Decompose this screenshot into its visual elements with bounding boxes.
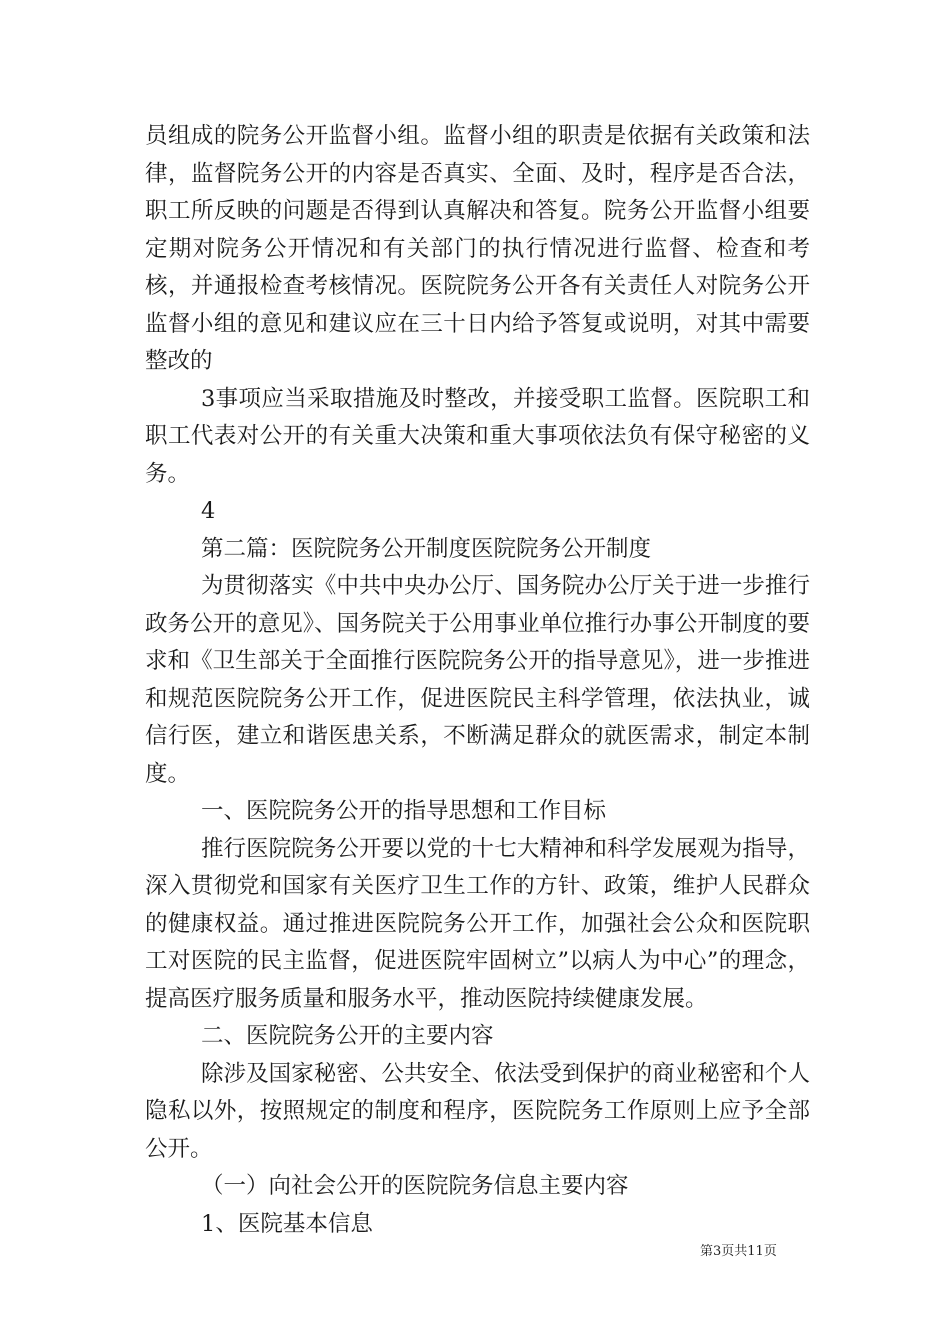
- page-footer: [700, 1243, 777, 1261]
- section-title-part-two: 第二篇：医院院务公开制度医院院务公开制度: [201, 535, 652, 562]
- paragraph-guiding-ideology: 推行医院院务公开要以党的十七大精神和科学发展观为指导，深入贯彻党和国家有关医疗卫生工作的方针、政策，维护人民群众的健康权益。通过推进医院院务公开工作，加强社会公众和医院职工对医院的民主监督，促进医院牢固树立”以病人为中心”的理念，提高医疗服务质量和服务水平，推动医院持续健康发展。: [145, 835, 810, 1012]
- heading-main-content: 二、医院院务公开的主要内容: [201, 1023, 494, 1049]
- paragraph-main-content: 除涉及国家秘密、公共安全、依法受到保护的商业秘密和个人隐私以外，按照规定的制度和程序，医院院务工作原则上应予全部公开。: [145, 1060, 810, 1162]
- paragraph-supervision-duties: 员组成的院务公开监督小组。监督小组的职责是依据有关政策和法律，监督院务公开的内容是否真实、全面、及时，程序是否合法，职工所反映的问题是否得到认真解决和答复。院务公开监督小组要定期对院务公开情况和有关部门的执行情况进行监督、检查和考核，并通报检查考核情况。医院院务公开各有关责任人对院务公开监督小组的意见和建议应在三十日内给予答复或说明，对其中需要整改的: [145, 123, 810, 374]
- document-body: [145, 118, 810, 1243]
- list-item-basic-info: 1、医院基本信息: [201, 1210, 373, 1237]
- page-counter: 第3页共11页: [700, 1244, 777, 1259]
- paragraph-purpose: 为贯彻落实《中共中央办公厅、国务院办公厅关于进一步推行政务公开的意见》、国务院关于公用事业单位推行办事公开制度的要求和《卫生部关于全面推行医院院务公开的指导意见》，进一步推进和规范医院院务公开工作，促进医院民主科学管理，依法执业，诚信行医，建立和谐医患关系，不断满足群众的就医需求，制定本制度。: [145, 573, 810, 787]
- paragraph-page-number-4: 4: [201, 498, 216, 524]
- heading-guiding-ideology: 一、医院院务公开的指导思想和工作目标: [201, 798, 607, 824]
- paragraph-rectification: 3事项应当采取措施及时整改，并接受职工监督。医院职工和职工代表对公开的有关重大决策和重大事项依法负有保守秘密的义务。: [145, 385, 810, 487]
- subheading-public-info: （一）向社会公开的医院院务信息主要内容: [201, 1173, 629, 1199]
